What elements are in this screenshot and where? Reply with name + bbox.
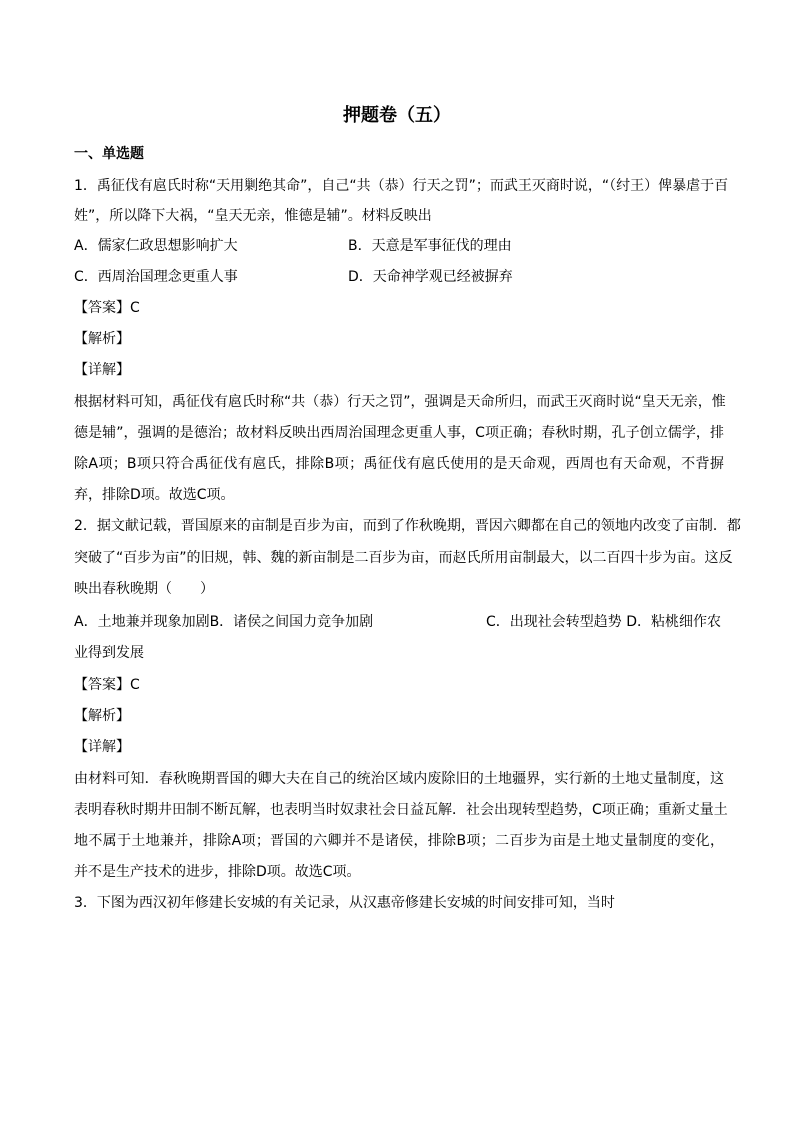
q2-options-cd: C．出现社会转型趋势 D．粘桃细作农 (486, 614, 722, 630)
q1-option-c: C．西周治国理念更重人事 (74, 269, 238, 285)
q1-stem-line-1: 1．禹征伐有扈氏时称“天用剿绝其命”，自己“共（恭）行天之罚”；而武王灭商时说，“（纣王）俾暴虐于百 (74, 178, 729, 194)
q1-analysis-label: 【解析】 (74, 331, 130, 347)
q2-explanation-line-4: 并不是生产技术的进步，排除D项。故选C项。 (74, 864, 361, 880)
q1-explanation-line-4: 弃，排除D项。故选C项。 (74, 487, 235, 503)
q2-options-ab: A．土地兼并现象加剧B．诸侯之间国力竞争加剧 (74, 614, 374, 630)
q1-option-a: A．儒家仁政思想影响扩大 (74, 238, 238, 254)
q3-stem-line-1: 3．下图为西汉初年修建长安城的有关记录，从汉惠帝修建长安城的时间安排可知，当时 (74, 895, 615, 911)
q2-answer: 【答案】C (74, 677, 140, 693)
q1-stem-line-2: 姓”，所以降下大祸，“皇天无亲，惟德是辅”。材料反映出 (74, 208, 432, 224)
q2-explanation-line-2: 表明春秋时期井田制不断瓦解，也表明当时奴隶社会日益瓦解．社会出现转型趋势，C项正确；重新丈量土 (74, 802, 728, 818)
q2-stem-line-1: 2．据文献记载，晋国原来的亩制是百步为亩，而到了作秋晚期，晋因六卿都在自己的领地内改变了亩制．都 (74, 518, 741, 534)
page-title: 押题卷（五） (343, 105, 451, 126)
q1-explanation-line-2: 德是辅”，强调的是德治；故材料反映出西周治国理念更重人事，C项正确；春秋时期，孔子创立儒学，排 (74, 425, 724, 441)
q2-analysis-label: 【解析】 (74, 708, 130, 724)
q1-answer: 【答案】C (74, 300, 140, 316)
q2-stem-line-3: 映出春秋晚期（ ） (74, 581, 214, 597)
q2-stem-line-2: 突破了“百步为亩”的旧规，韩、魏的新亩制是二百步为亩，而赵氏所用亩制最大，以二百四十步为亩。这反 (74, 550, 733, 566)
q1-explanation-line-1: 根据材料可知，禹征伐有扈氏时称“共（恭）行天之罚”，强调是天命所归，而武王灭商时说“皇天无亲，惟 (74, 394, 726, 410)
q1-explanation-line-3: 除A项；B项只符合禹征伐有扈氏，排除B项；禹征伐有扈氏使用的是天命观，西周也有天命观，不背摒 (74, 456, 724, 472)
q1-option-b: B．天意是军事征伐的理由 (348, 238, 512, 254)
q2-explanation-line-3: 地不属于土地兼并，排除A项；晋国的六卿并不是诸侯，排除B项；二百步为亩是土地丈量制度的变化， (74, 833, 724, 849)
q1-detail-label: 【详解】 (74, 362, 130, 378)
section-heading: 一、单选题 (74, 146, 144, 162)
q2-options-cd-wrap: 业得到发展 (74, 645, 144, 661)
q1-option-d: D．天命神学观已经被摒弃 (348, 269, 513, 285)
q2-detail-label: 【详解】 (74, 739, 130, 755)
q2-explanation-line-1: 由材料可知．春秋晚期晋国的卿大夫在自己的统治区域内废除旧的土地疆界，实行新的土地丈量制度，这 (74, 771, 724, 787)
